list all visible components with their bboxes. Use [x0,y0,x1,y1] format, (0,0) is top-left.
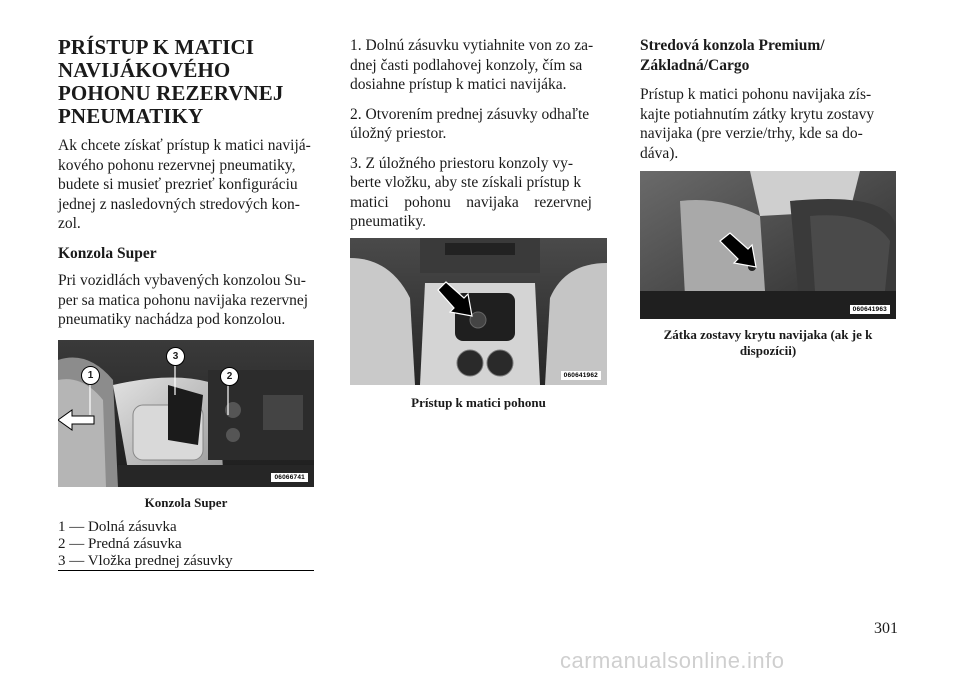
step-2: 2. Otvorením prednej zásuvky odhaľte úložný priestor. [350,105,590,142]
column-left [58,36,314,571]
winch-plug-photo [640,171,896,319]
column-right [640,36,896,359]
step-1: 1. Dolnú zásuvku vytiahnite von zo za- dnej časti podlahovej konzoly, čím sa dosiahne prístup k matici naviјáka. [350,37,594,93]
callout-2: 2 [220,367,239,386]
figure-winch-plug [640,171,896,319]
figure-code: 060641962 [561,371,601,380]
subheading-super: Konzola Super [58,244,157,262]
page-number: 301 [874,620,898,637]
premium-paragraph: Prístup k matici pohonu navijaka zís- kajte potiahnutím zátky krytu zostavy navijaka (pre verzie/trhy, kde sa do- dáva). [640,86,875,162]
figure-drive-nut-access [350,238,607,385]
callout-1: 1 [81,366,100,385]
super-console-photo [58,340,314,487]
step-3: 3. Z úložného priestoru konzoly vy- berte vložku, aby ste získali prístup k matici pohonu navijaka rezervnej pneumatiky. [350,154,592,230]
figure-caption: Konzola Super [144,494,228,510]
figure-caption: Zátka zostavy krytu navijaka (ak je k dispozícii) [663,327,873,358]
callout-3: 3 [166,347,185,366]
section-title: PRÍSTUP K MATICI NAVIJÁKOVÉHO POHONU REZERVNEJ PNEUMATIKY [58,35,284,128]
legend: 1 — Dolná zásuvka 2 — Predná zásuvka 3 — Vložka prednej zásuvky [58,519,314,571]
super-paragraph: Pri vozidlách vybavených konzolou Su- per sa matica pohonu navijaka rezervnej pneumatiky nachádza pod konzolou. [58,272,309,328]
drive-nut-photo [350,238,607,385]
subheading-premium: Stredová konzola Premium/ Základná/Cargo [640,37,825,74]
figure-code: 06066741 [271,473,308,482]
column-middle [350,36,607,411]
intro-paragraph: Ak chcete získať prístup k matici navijá- kového pohonu rezervnej pneumatiky, budete si musieť prezrieť konfiguráciu jednej z nasledovných stredových kon- zol. [58,137,311,232]
figure-caption: Prístup k matici pohonu [411,394,546,410]
figure-code: 060641963 [850,305,890,314]
figure-super-console [58,340,314,487]
watermark: carmanualsonline.info [560,648,785,673]
